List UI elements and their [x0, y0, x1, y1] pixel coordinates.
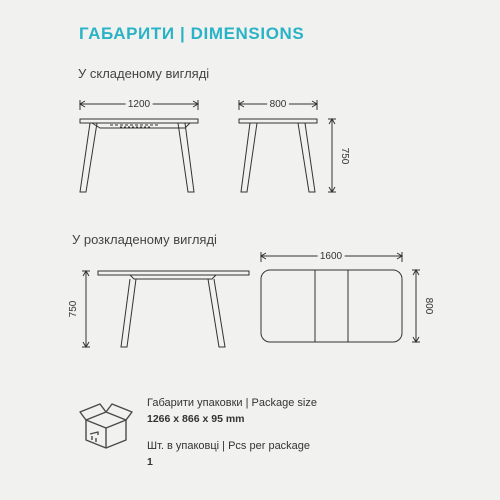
- page-title: ГАБАРИТИ | DIMENSIONS: [79, 24, 305, 43]
- unfolded-front-leg-right: [208, 279, 225, 347]
- folded-section-label: У складеному вигляді: [78, 66, 210, 81]
- folded-front-tabletop: [80, 119, 198, 123]
- folded-front-view: [80, 100, 198, 192]
- unfolded-front-tabletop: [98, 271, 249, 275]
- folded-side-leg-right: [298, 123, 315, 192]
- folded-height-label: 750: [339, 147, 350, 165]
- package-size-value: 1266 x 866 x 95 mm: [147, 413, 245, 425]
- unfolded-top-depth-label: 800: [423, 297, 434, 315]
- unfolded-height-label: 750: [68, 300, 79, 318]
- pcs-per-package-label: Шт. в упаковці | Pcs per package: [147, 440, 311, 452]
- unfolded-front-view: [82, 271, 249, 347]
- folded-side-width-label: 800: [269, 99, 287, 110]
- open-box-icon: [78, 398, 134, 454]
- unfolded-top-outline: [261, 270, 402, 342]
- pcs-per-package-value: 1: [147, 456, 153, 468]
- folded-side-leg-left: [241, 123, 257, 192]
- folded-front-leg-left: [80, 123, 97, 192]
- folded-front-leg-right: [178, 123, 194, 192]
- unfolded-top-width-label: 1600: [319, 251, 343, 262]
- unfolded-section-label: У розкладеному вигляді: [72, 232, 217, 247]
- package-size-label: Габарити упаковки | Package size: [147, 397, 317, 409]
- unfolded-front-leg-left: [121, 279, 136, 347]
- folded-side-view: [239, 100, 336, 192]
- folded-front-width-label: 1200: [127, 99, 151, 110]
- unfolded-top-view: [261, 252, 420, 342]
